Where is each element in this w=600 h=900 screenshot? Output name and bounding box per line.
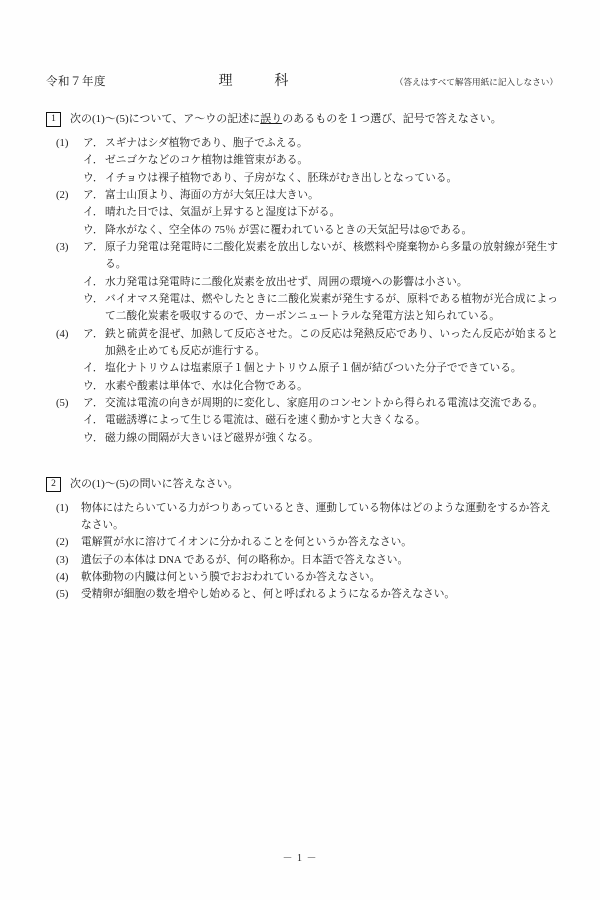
- list-item: [56, 500, 558, 535]
- question-1-prompt-emphasis: 誤り: [260, 113, 283, 125]
- choice-text: 鉄と硫黄を混ぜ、加熱して反応させた。この反応は発熱反応であり、いったん反応が始まると加熱を止めても反応が進行する。: [105, 327, 558, 357]
- choice-label: イ．: [83, 206, 104, 219]
- choice-text: スギナはシダ植物であり、胞子でふえる。: [105, 136, 308, 149]
- choice-label: ア．: [83, 396, 104, 409]
- choice-label: ウ．: [83, 431, 104, 444]
- list-item: [83, 152, 558, 169]
- question-1-prompt-before: 次の(1)～(5)について、ア～ウの記述に: [70, 113, 261, 125]
- item-label: (1): [56, 501, 69, 514]
- list-item: [56, 569, 558, 586]
- list-item: [56, 552, 558, 569]
- list-item: [83, 274, 558, 291]
- item-label: (2): [56, 188, 69, 201]
- exam-subject: 理 科: [218, 74, 303, 89]
- question-2-heading: [46, 477, 558, 493]
- choice-text: 富士山頂より、海面の方が大気圧は大きい。: [105, 188, 319, 201]
- item-body: 電解質が水に溶けてイオンに分かれることを何というか答えなさい。: [81, 536, 412, 549]
- choice-text: イチョウは裸子植物であり、子房がなく、胚珠がむき出しとなっている。: [105, 171, 458, 184]
- block-spacer: [46, 451, 558, 477]
- item-label: (3): [56, 553, 69, 566]
- choice-label: ア．: [83, 327, 104, 340]
- item-body: [83, 395, 558, 447]
- choice-text: 晴れた日では、気温が上昇すると湿度は下がる。: [105, 206, 341, 219]
- list-item: [56, 326, 558, 395]
- question-2-items: [56, 500, 558, 604]
- choice-label: ウ．: [83, 292, 104, 305]
- item-body: [83, 239, 558, 326]
- choice-label: イ．: [83, 414, 104, 427]
- choice-text: 交流は電流の向きが周期的に変化し、家庭用のコンセントから得られる電流は交流である。: [105, 396, 544, 409]
- choice-text: 水力発電は発電時に二酸化炭素を放出せず、周囲の環境への影響は小さい。: [105, 275, 468, 288]
- list-item: [83, 395, 558, 412]
- list-item: [83, 204, 558, 221]
- choice-label: イ．: [83, 275, 104, 288]
- question-1-prompt-after: のあるものを１つ選び、記号で答えなさい。: [282, 113, 502, 125]
- choice-text: ゼニゴケなどのコケ植物は維管束がある。: [105, 154, 309, 167]
- list-item: [56, 135, 558, 187]
- list-item: [83, 222, 558, 239]
- question-2-prompt: 次の(1)～(5)の問いに答えなさい。: [70, 477, 239, 490]
- question-1-prompt: [70, 112, 502, 128]
- item-body: 物体にはたらいている力がつりあっているとき、運動している物体はどのような運動をするか答えなさい。: [81, 501, 551, 532]
- item-label: (1): [56, 136, 69, 149]
- list-item: [56, 239, 558, 326]
- list-item: [83, 360, 558, 377]
- choice-label: イ．: [83, 362, 104, 375]
- list-item: [83, 187, 558, 204]
- item-body: [83, 187, 558, 239]
- list-item: [83, 412, 558, 429]
- exam-instruction-note: （答えはすべて解答用紙に記入しなさい）: [394, 77, 558, 87]
- list-item: [83, 291, 558, 326]
- question-number-box: 2: [46, 477, 61, 492]
- page-number: － 1 －: [282, 853, 318, 864]
- choice-text: 塩化ナトリウムは塩素原子１個とナトリウム原子１個が結びついた分子でできている。: [105, 362, 522, 375]
- choice-text: 原子力発電は発電時に二酸化炭素を放出しないが、核燃料や廃棄物から多量の放射線が発生する。: [105, 240, 558, 271]
- choice-text: 降水がなく、空全体の 75％ が雲に覆われているときの天気記号は◎である。: [105, 223, 473, 236]
- item-body: [83, 326, 558, 395]
- question-block-2: [46, 477, 558, 604]
- choice-label: イ．: [83, 154, 104, 167]
- item-label: (4): [56, 571, 69, 584]
- choice-label: ア．: [83, 136, 104, 149]
- item-body: 遺伝子の本体は DNA であるが、何の略称か。日本語で答えなさい。: [81, 553, 409, 566]
- choice-label: ウ．: [83, 171, 104, 184]
- question-1-items: [56, 135, 558, 447]
- choice-text: 水素や酸素は単体で、水は化合物である。: [105, 379, 308, 392]
- item-label: (3): [56, 240, 69, 253]
- list-item: [83, 326, 558, 361]
- choice-label: ウ．: [83, 223, 104, 236]
- item-body: 軟体動物の内臓は何という膜でおおわれているか答えなさい。: [81, 571, 381, 584]
- list-item: [56, 187, 558, 239]
- question-number-box: 1: [46, 112, 61, 127]
- item-label: (2): [56, 536, 69, 549]
- list-item: [83, 239, 558, 274]
- choice-label: ア．: [83, 188, 104, 201]
- item-label: (5): [56, 396, 69, 409]
- choice-text: 磁力線の間隔が大きいほど磁界が強くなる。: [105, 431, 319, 444]
- list-item: [83, 430, 558, 447]
- list-item: [56, 586, 558, 603]
- question-block-1: [46, 112, 558, 447]
- document-header: [46, 70, 558, 90]
- list-item: [83, 135, 558, 152]
- item-body: 受精卵が細胞の数を増やし始めると、何と呼ばれるようになるか答えなさい。: [81, 588, 456, 601]
- list-item: [56, 534, 558, 551]
- item-label: (4): [56, 327, 69, 340]
- list-item: [83, 170, 558, 187]
- item-body: [83, 135, 558, 187]
- question-1-heading: [46, 112, 558, 128]
- choice-label: ウ．: [83, 379, 104, 392]
- list-item: [83, 378, 558, 395]
- item-label: (5): [56, 588, 69, 601]
- choice-text: バイオマス発電は、燃やしたときに二酸化炭素が発生するが、原料である植物が光合成によって二酸化炭素を吸収するので、カーボンニュートラルな発電方法と知られている。: [105, 292, 558, 323]
- exam-year: 令和７年度: [46, 76, 106, 88]
- list-item: [56, 395, 558, 447]
- choice-label: ア．: [83, 240, 104, 253]
- choice-text: 電磁誘導によって生じる電流は、磁石を速く動かすと大きくなる。: [105, 414, 426, 427]
